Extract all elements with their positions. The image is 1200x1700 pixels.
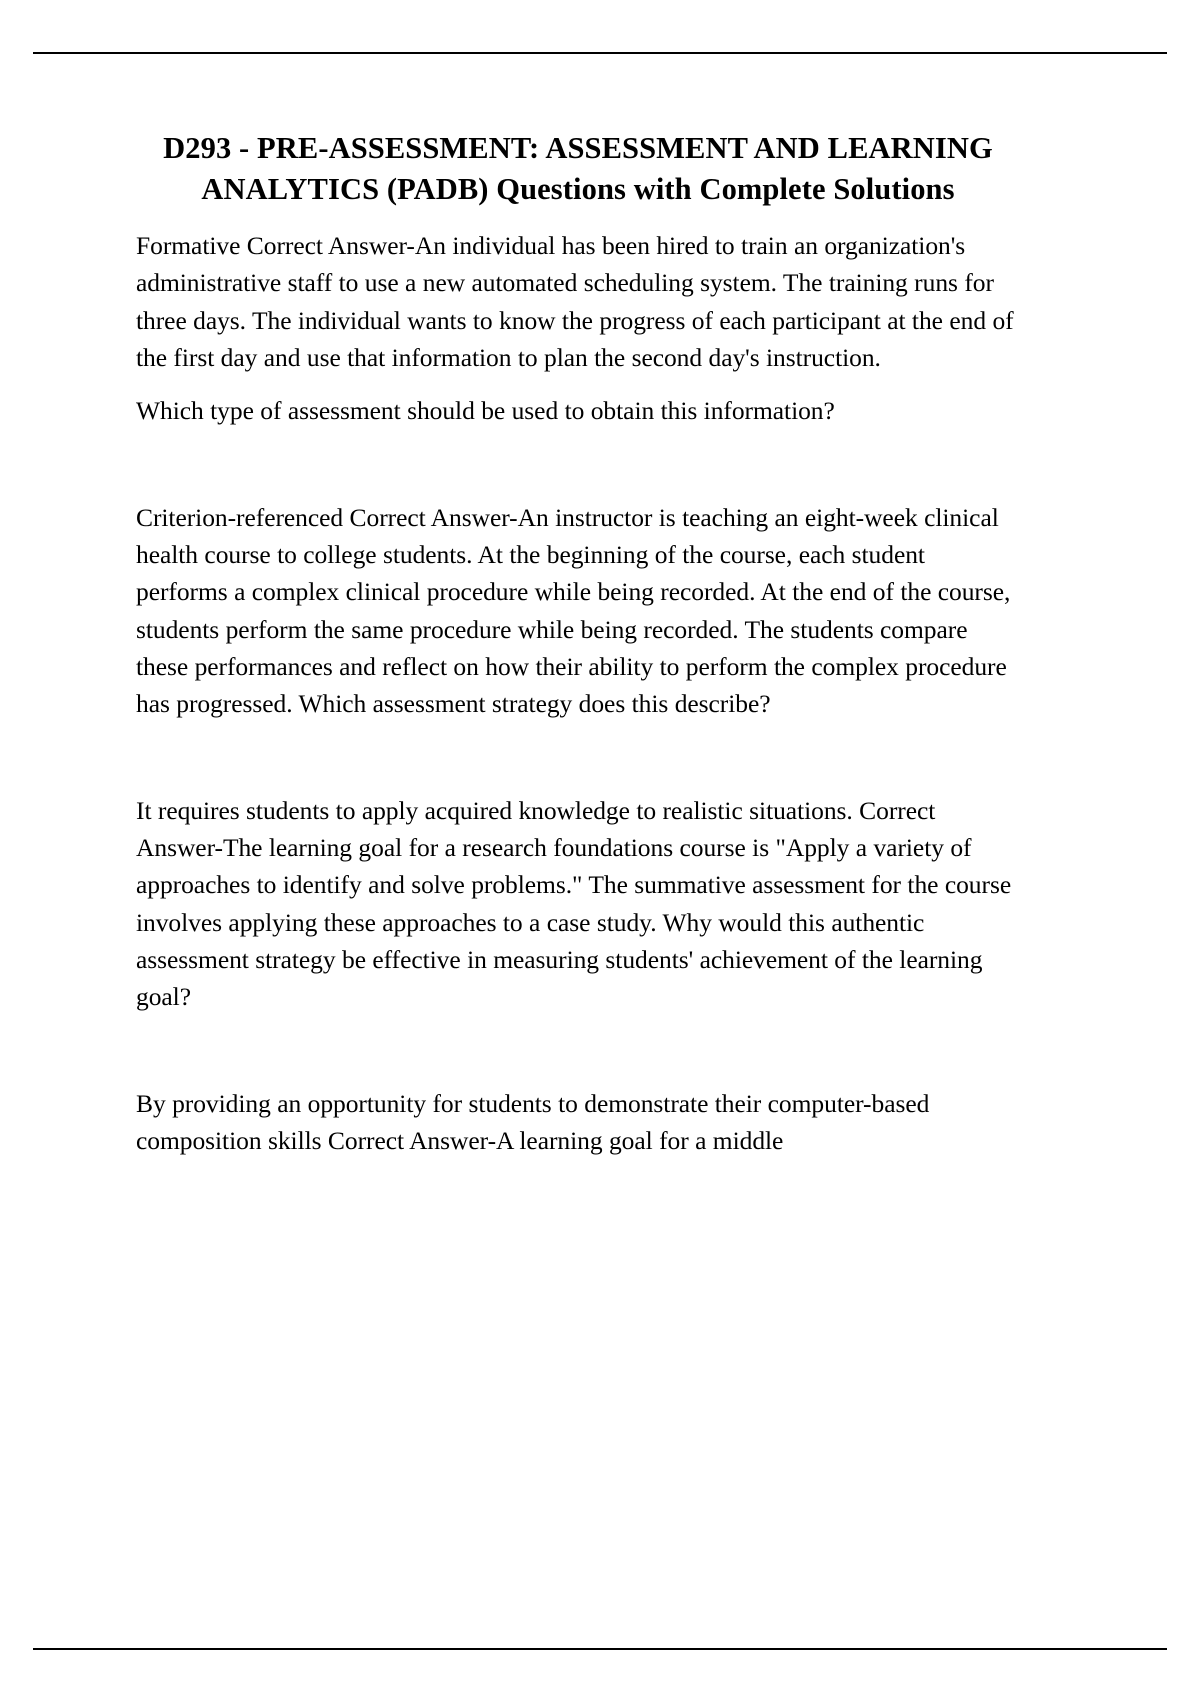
paragraph-authentic-assessment: It requires students to apply acquired knowledge to realistic situations. Correct Answer-The learning goal for a research foundations course is "Apply a variety of approaches to identify and solve problems." The summative assessment for the course involves applying these approaches to a case study. Why would this authentic assessment strategy be effective in measuring students' achievement of the learning goal? bbox=[136, 795, 1012, 1012]
header-rule bbox=[33, 52, 1167, 54]
paragraph-gap-3 bbox=[136, 1032, 1020, 1069]
document-body bbox=[136, 128, 1020, 1159]
paragraph-gap-1 bbox=[136, 446, 1020, 483]
paragraph-composition-skills: By providing an opportunity for students to demonstrate their computer-based composition skills Correct Answer-A learning goal for a middle bbox=[136, 1088, 930, 1156]
paragraph-gap-2 bbox=[136, 739, 1020, 776]
paragraph-formative-scenario: Formative Correct Answer-An individual has been hired to train an organization's administrative staff to use a new automated scheduling system. The training runs for three days. The individual wants to know the progress of each participant at the end of the first day and use that information to plan the second day's instruction. bbox=[136, 230, 1014, 372]
page-title: D293 - PRE-ASSESSMENT: ASSESSMENT AND LEARNING ANALYTICS (PADB) Questions with Complete Solutions bbox=[163, 131, 993, 207]
paragraph-criterion-referenced: Criterion-referenced Correct Answer-An instructor is teaching an eight-week clinical health course to college students. At the beginning of the course, each student performs a complex clinical procedure while being recorded. At the end of the course, students perform the same procedure while being recorded. The students compare these performances and reflect on how their ability to perform the complex procedure has progressed. Which assessment strategy does this describe? bbox=[136, 502, 1011, 719]
footer-rule bbox=[33, 1648, 1167, 1650]
paragraph-assessment-question: Which type of assessment should be used to obtain this information? bbox=[136, 396, 835, 426]
